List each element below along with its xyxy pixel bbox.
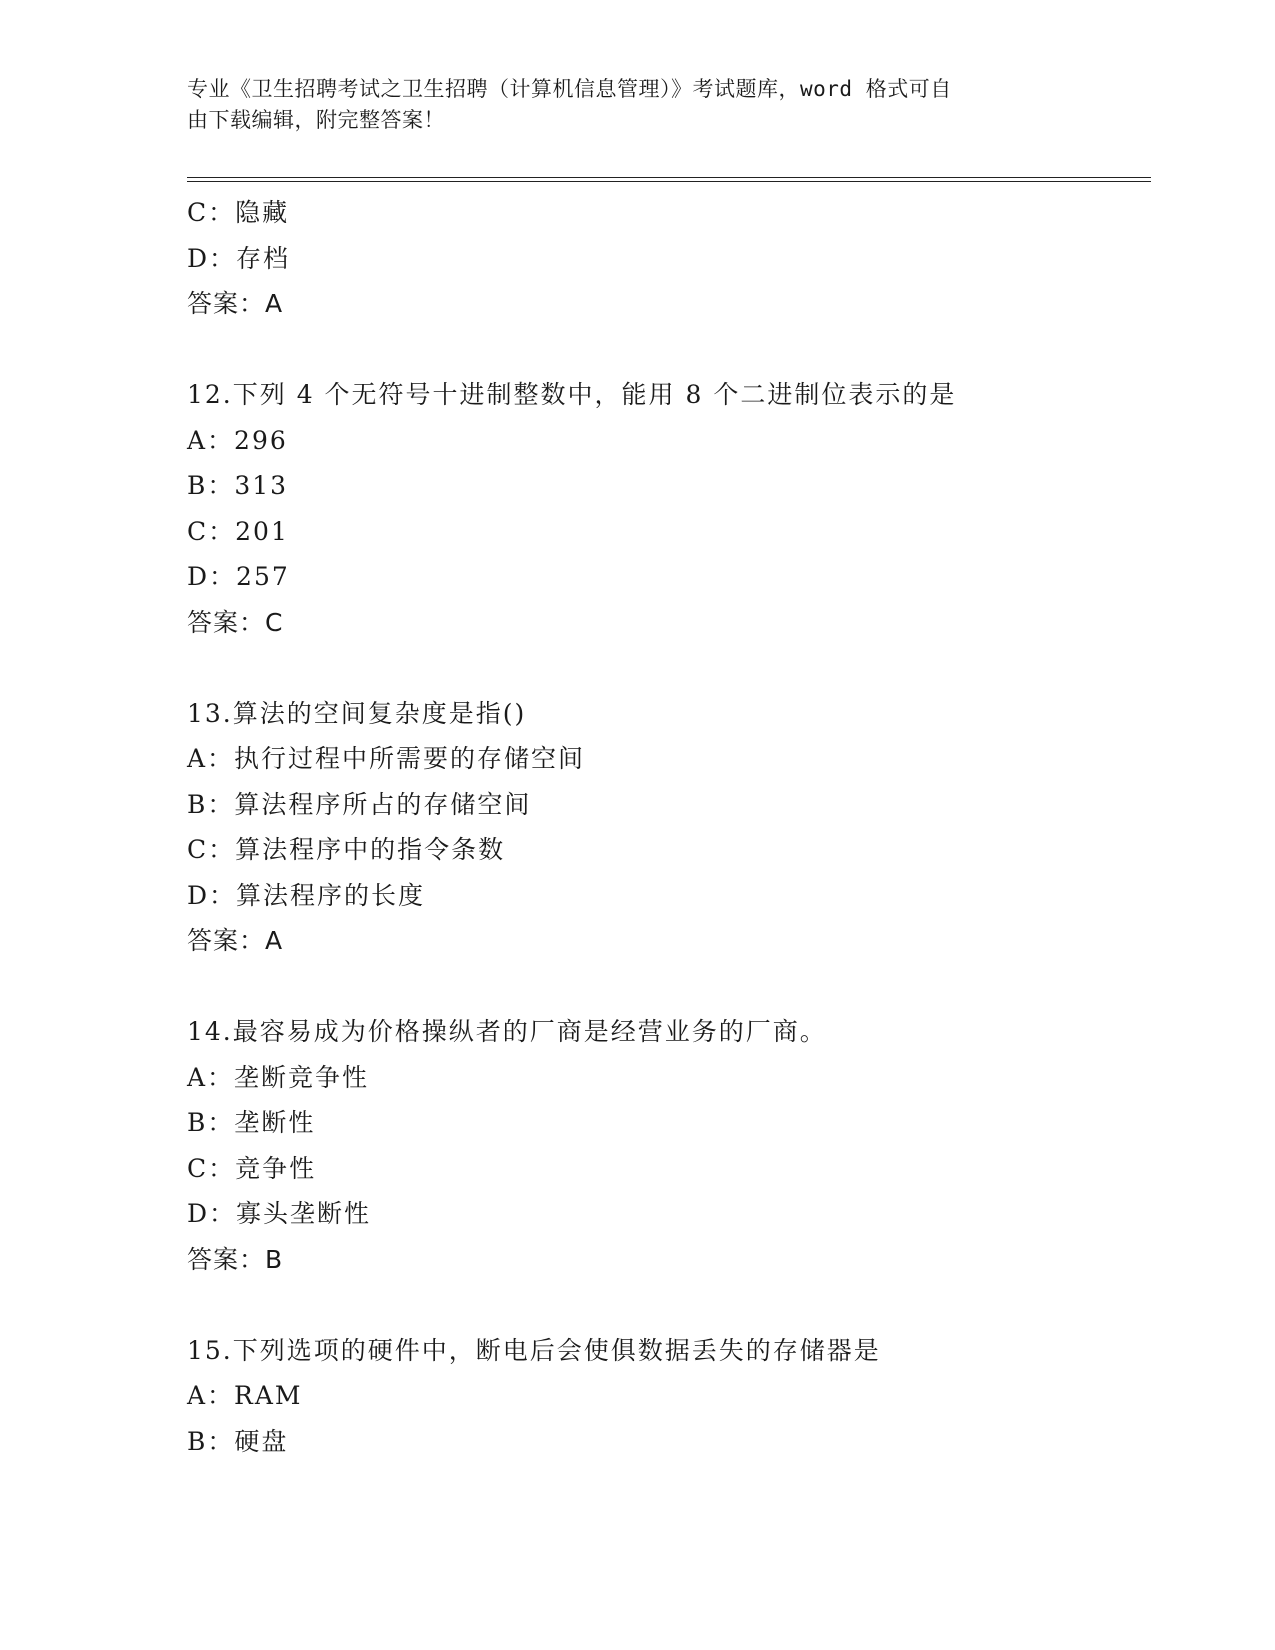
option-b: B：硬盘 (187, 1426, 289, 1456)
header-line-1: 专业《卫生招聘考试之卫生招聘（计算机信息管理）》考试题库，word 格式可自 (187, 77, 952, 101)
question-13 (187, 691, 1151, 964)
option-c: C：隐藏 (187, 198, 290, 227)
answer: 答案：B (187, 1244, 284, 1274)
header-line-2: 由下载编辑，附完整答案！ (187, 108, 445, 132)
option-d: D：算法程序的长度 (187, 880, 426, 910)
option-d: D：存档 (187, 243, 291, 273)
option-b: B：垄断性 (187, 1108, 316, 1137)
answer: 答案：A (187, 289, 284, 318)
document-body (187, 190, 1151, 1464)
option-c: C：竞争性 (187, 1153, 317, 1183)
option-a: A：296 (187, 425, 288, 455)
option-d: D：257 (187, 562, 290, 591)
spacer (187, 327, 1151, 373)
question-stem: 13.算法的空间复杂度是指() (187, 698, 527, 728)
option-a: A：RAM (187, 1381, 303, 1410)
header-rule (187, 177, 1151, 182)
question-15 (187, 1328, 1151, 1465)
option-c: C：算法程序中的指令条数 (187, 835, 506, 864)
answer: 答案：C (187, 607, 284, 637)
option-c: C：201 (187, 516, 289, 546)
option-d: D：寡头垄断性 (187, 1199, 372, 1228)
question-12 (187, 372, 1151, 645)
option-b: B：313 (187, 471, 289, 500)
question-stem: 15.下列选项的硬件中，断电后会使俱数据丢失的存储器是 (187, 1335, 881, 1365)
question-14 (187, 1009, 1151, 1282)
spacer (187, 1282, 1151, 1328)
option-a: A：执行过程中所需要的存储空间 (187, 744, 586, 773)
spacer (187, 645, 1151, 691)
question-stem: 14.最容易成为价格操纵者的厂商是经营业务的厂商。 (187, 1017, 827, 1046)
answer: 答案：A (187, 926, 284, 955)
option-b: B：算法程序所占的存储空间 (187, 789, 532, 819)
question-stem: 12.下列 4 个无符号十进制整数中，能用 8 个二进制位表示的是 (187, 380, 957, 409)
option-a: A：垄断竞争性 (187, 1062, 370, 1092)
spacer (187, 964, 1151, 1010)
page-header (187, 74, 1067, 136)
question-11-continued (187, 190, 1151, 327)
